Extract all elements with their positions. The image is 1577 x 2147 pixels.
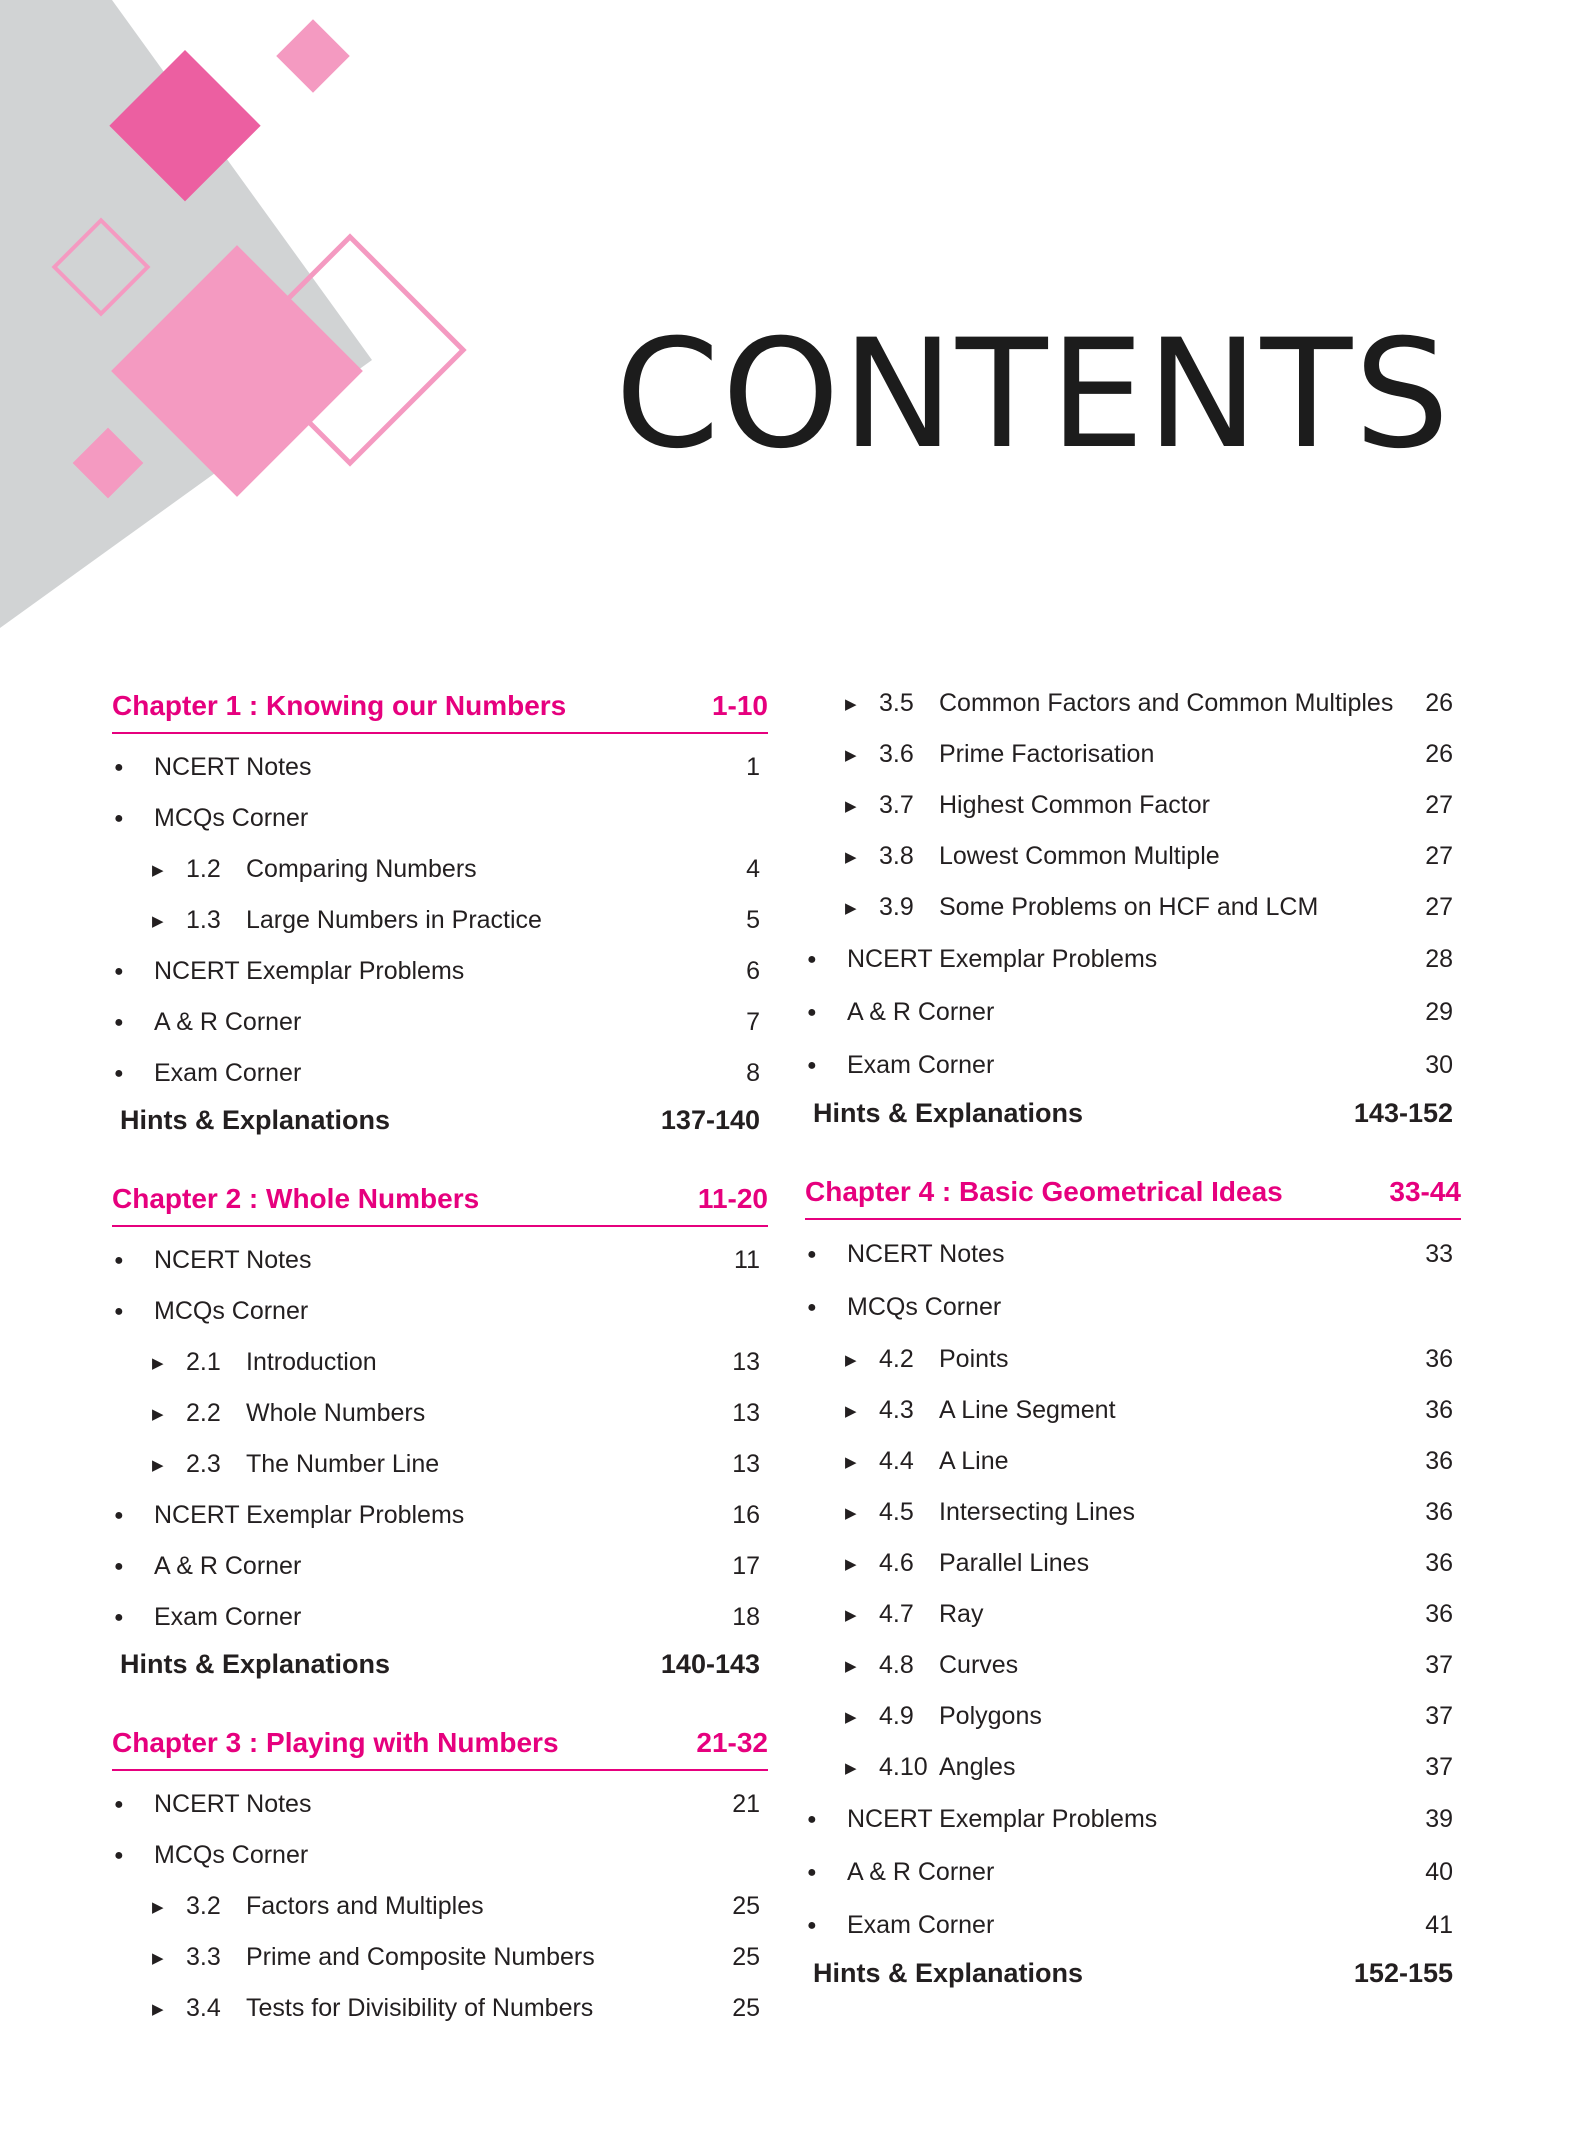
list-item[interactable] [805, 1793, 1461, 1846]
item-label: Common Factors and Common Multiples [939, 689, 1394, 717]
item-label: Exam Corner [154, 1059, 302, 1087]
section-number: 3.5 [879, 689, 914, 717]
chapter-heading[interactable] [112, 1725, 768, 1771]
section-number: 3.7 [879, 791, 914, 819]
triangle-right-icon [152, 2000, 186, 2018]
sub-item[interactable] [112, 1439, 768, 1490]
contents-left-column [112, 688, 768, 2052]
item-label: NCERT Notes [154, 1790, 312, 1818]
section-number: 2.2 [186, 1399, 221, 1427]
bullet-icon [805, 1057, 847, 1075]
item-page: 36 [1425, 1345, 1453, 1373]
item-label: MCQs Corner [154, 1841, 309, 1869]
triangle-right-icon [845, 695, 879, 713]
triangle-right-icon [845, 899, 879, 917]
item-label: A & R Corner [154, 1552, 302, 1580]
item-page: 40 [1425, 1858, 1453, 1886]
sub-item[interactable] [112, 1337, 768, 1388]
item-page: 26 [1425, 689, 1453, 717]
item-page: 27 [1425, 791, 1453, 819]
bullet-icon [112, 759, 154, 777]
section-number: 4.10 [879, 1753, 928, 1781]
item-page: 37 [1425, 1753, 1453, 1781]
section-number: 3.9 [879, 893, 914, 921]
triangle-right-icon [152, 1456, 186, 1474]
hints-label: Hints & Explanations [120, 1648, 391, 1679]
item-label: NCERT Exemplar Problems [847, 1805, 1158, 1833]
sub-item[interactable] [805, 1385, 1461, 1436]
item-label: NCERT Notes [154, 753, 312, 781]
item-page: 37 [1425, 1702, 1453, 1730]
item-page: 36 [1425, 1396, 1453, 1424]
bullet-icon [805, 1004, 847, 1022]
item-page: 5 [746, 906, 760, 934]
item-page: 30 [1425, 1051, 1453, 1079]
hints-row[interactable] [112, 1643, 768, 1685]
triangle-right-icon [845, 1453, 879, 1471]
bullet-icon [805, 1299, 847, 1317]
item-label: Parallel Lines [939, 1549, 1090, 1577]
item-page: 6 [746, 957, 760, 985]
list-item[interactable] [805, 1899, 1461, 1952]
list-item[interactable] [805, 1228, 1461, 1281]
item-label: Tests for Divisibility of Numbers [246, 1994, 594, 2022]
hints-label: Hints & Explanations [813, 1097, 1084, 1128]
chapter-pages: 33-44 [1389, 1176, 1461, 1207]
sub-item[interactable] [805, 831, 1461, 882]
item-page: 25 [732, 1943, 760, 1971]
chapter-heading[interactable] [805, 1174, 1461, 1220]
list-item[interactable] [112, 742, 768, 793]
chapter-2 [112, 1181, 768, 1685]
item-page: 36 [1425, 1549, 1453, 1577]
section-number: 4.9 [879, 1702, 914, 1730]
chapter-title: Chapter 4 : Basic Geometrical Ideas [805, 1176, 1283, 1207]
bullet-icon [805, 1246, 847, 1264]
triangle-right-icon [152, 1949, 186, 1967]
sub-item[interactable] [805, 780, 1461, 831]
list-item[interactable] [112, 1286, 768, 1337]
sub-item[interactable] [112, 844, 768, 895]
section-number: 4.6 [879, 1549, 914, 1577]
sub-item[interactable] [112, 1932, 768, 1983]
list-item[interactable] [112, 1830, 768, 1881]
sub-item[interactable] [112, 1881, 768, 1932]
item-page: 25 [732, 1994, 760, 2022]
item-label: The Number Line [246, 1450, 440, 1478]
item-label: NCERT Exemplar Problems [154, 957, 465, 985]
small-pink-square-top [276, 19, 350, 93]
hints-row[interactable] [805, 1092, 1461, 1134]
bullet-icon [112, 810, 154, 828]
hints-label: Hints & Explanations [813, 1957, 1084, 1988]
triangle-right-icon [152, 1898, 186, 1916]
list-item[interactable] [112, 1048, 768, 1099]
sub-item[interactable] [805, 729, 1461, 780]
bullet-icon [112, 1065, 154, 1083]
item-page: 41 [1425, 1911, 1453, 1939]
item-page: 36 [1425, 1447, 1453, 1475]
triangle-right-icon [845, 1402, 879, 1420]
bullet-icon [805, 951, 847, 969]
chapter-pages: 21-32 [696, 1727, 768, 1758]
item-page: 25 [732, 1892, 760, 1920]
sub-item[interactable] [805, 1538, 1461, 1589]
sub-item[interactable] [805, 1436, 1461, 1487]
chapter-3-continued [805, 678, 1461, 1134]
triangle-right-icon [845, 1657, 879, 1675]
section-number: 4.2 [879, 1345, 914, 1373]
section-number: 2.1 [186, 1348, 221, 1376]
item-label: NCERT Notes [847, 1240, 1005, 1268]
chapter-title: Chapter 1 : Knowing our Numbers [112, 690, 567, 721]
item-label: NCERT Notes [154, 1246, 312, 1274]
list-item[interactable] [805, 1281, 1461, 1334]
triangle-right-icon [845, 797, 879, 815]
list-item[interactable] [112, 997, 768, 1048]
triangle-right-icon [845, 1504, 879, 1522]
item-label: NCERT Exemplar Problems [847, 945, 1158, 973]
item-page: 27 [1425, 893, 1453, 921]
item-label: Angles [939, 1753, 1016, 1781]
section-number: 4.4 [879, 1447, 914, 1475]
item-label: NCERT Exemplar Problems [154, 1501, 465, 1529]
item-page: 36 [1425, 1498, 1453, 1526]
chapter-title: Chapter 3 : Playing with Numbers [112, 1727, 559, 1758]
item-page: 8 [746, 1059, 760, 1087]
triangle-right-icon [845, 746, 879, 764]
item-label: Exam Corner [847, 1051, 995, 1079]
chapter-pages: 1-10 [711, 690, 768, 721]
item-label: Some Problems on HCF and LCM [939, 893, 1319, 921]
item-label: Exam Corner [847, 1911, 995, 1939]
bullet-icon [112, 1558, 154, 1576]
page-title: CONTENTS [615, 308, 1452, 482]
section-number: 1.3 [186, 906, 221, 934]
hints-pages: 152-155 [1353, 1957, 1453, 1988]
item-label: Polygons [939, 1702, 1042, 1730]
sub-item[interactable] [805, 1589, 1461, 1640]
bullet-icon [805, 1917, 847, 1935]
item-page: 29 [1425, 998, 1453, 1026]
hints-pages: 140-143 [660, 1648, 760, 1679]
item-page: 13 [732, 1450, 760, 1478]
bullet-icon [112, 1507, 154, 1525]
item-page: 37 [1425, 1651, 1453, 1679]
item-page: 13 [732, 1399, 760, 1427]
hints-row[interactable] [112, 1099, 768, 1141]
chapter-heading[interactable] [112, 688, 768, 734]
chapter-4 [805, 1174, 1461, 1994]
chapter-pages: 11-20 [697, 1183, 768, 1214]
item-page: 27 [1425, 842, 1453, 870]
sub-item[interactable] [805, 882, 1461, 933]
bullet-icon [112, 1252, 154, 1270]
section-number: 3.8 [879, 842, 914, 870]
list-item[interactable] [112, 793, 768, 844]
sub-item[interactable] [112, 1388, 768, 1439]
item-page: 36 [1425, 1600, 1453, 1628]
bullet-icon [805, 1811, 847, 1829]
list-item[interactable] [805, 1039, 1461, 1092]
item-page: 4 [746, 855, 760, 883]
triangle-right-icon [845, 1555, 879, 1573]
list-item[interactable] [112, 1541, 768, 1592]
sub-item[interactable] [805, 1640, 1461, 1691]
hints-pages: 143-152 [1353, 1097, 1453, 1128]
sub-item[interactable] [805, 1691, 1461, 1742]
bullet-icon [112, 1014, 154, 1032]
section-number: 3.4 [186, 1994, 221, 2022]
triangle-right-icon [152, 1405, 186, 1423]
chapter-3 [112, 1725, 768, 2034]
triangle-right-icon [845, 1351, 879, 1369]
list-item[interactable] [112, 1490, 768, 1541]
triangle-right-icon [152, 912, 186, 930]
list-item[interactable] [805, 986, 1461, 1039]
item-page: 33 [1425, 1240, 1453, 1268]
item-page: 1 [746, 753, 760, 781]
section-number: 1.2 [186, 855, 221, 883]
section-number: 4.3 [879, 1396, 914, 1424]
section-number: 3.3 [186, 1943, 221, 1971]
item-label: Comparing Numbers [246, 855, 477, 883]
list-item[interactable] [112, 1592, 768, 1643]
sub-item[interactable] [805, 1487, 1461, 1538]
list-item[interactable] [805, 1846, 1461, 1899]
bullet-icon [112, 963, 154, 981]
sub-item[interactable] [112, 895, 768, 946]
list-item[interactable] [805, 933, 1461, 986]
item-page: 39 [1425, 1805, 1453, 1833]
item-page: 16 [732, 1501, 760, 1529]
item-page: 21 [732, 1790, 760, 1818]
bullet-icon [112, 1847, 154, 1865]
item-label: MCQs Corner [154, 1297, 309, 1325]
item-label: A & R Corner [847, 1858, 995, 1886]
item-label: Points [939, 1345, 1009, 1373]
item-label: Exam Corner [154, 1603, 302, 1631]
list-item[interactable] [112, 946, 768, 997]
section-number: 3.6 [879, 740, 914, 768]
triangle-right-icon [845, 1759, 879, 1777]
triangle-right-icon [845, 1708, 879, 1726]
item-label: Highest Common Factor [939, 791, 1210, 819]
item-label: A Line [939, 1447, 1009, 1475]
sub-item[interactable] [805, 1742, 1461, 1793]
triangle-right-icon [152, 1354, 186, 1372]
section-number: 2.3 [186, 1450, 221, 1478]
hints-row[interactable] [805, 1952, 1461, 1994]
item-label: Whole Numbers [246, 1399, 426, 1427]
bullet-icon [805, 1864, 847, 1882]
item-page: 28 [1425, 945, 1453, 973]
section-number: 4.8 [879, 1651, 914, 1679]
item-label: Lowest Common Multiple [939, 842, 1220, 870]
chapter-heading[interactable] [112, 1181, 768, 1227]
list-item[interactable] [112, 1235, 768, 1286]
item-page: 13 [732, 1348, 760, 1376]
list-item[interactable] [112, 1779, 768, 1830]
contents-right-column [805, 678, 1461, 2012]
item-label: A & R Corner [154, 1008, 302, 1036]
item-page: 18 [732, 1603, 760, 1631]
section-number: 4.7 [879, 1600, 914, 1628]
item-page: 7 [746, 1008, 760, 1036]
item-page: 11 [734, 1246, 760, 1274]
triangle-right-icon [845, 1606, 879, 1624]
hints-label: Hints & Explanations [120, 1104, 391, 1135]
item-label: Large Numbers in Practice [246, 906, 542, 934]
chapter-title: Chapter 2 : Whole Numbers [112, 1183, 480, 1214]
sub-item[interactable] [112, 1983, 768, 2034]
item-page: 17 [732, 1552, 760, 1580]
item-label: MCQs Corner [847, 1293, 1002, 1321]
item-label: A Line Segment [939, 1396, 1116, 1424]
triangle-right-icon [152, 861, 186, 879]
item-label: Prime Factorisation [939, 740, 1155, 768]
chapter-1 [112, 688, 768, 1141]
item-label: MCQs Corner [154, 804, 309, 832]
item-label: Ray [939, 1600, 984, 1628]
decorative-squares [0, 0, 520, 640]
bullet-icon [112, 1303, 154, 1321]
item-label: Introduction [246, 1348, 377, 1376]
section-number: 3.2 [186, 1892, 221, 1920]
item-label: Curves [939, 1651, 1019, 1679]
hints-pages: 137-140 [660, 1104, 760, 1135]
triangle-right-icon [845, 848, 879, 866]
item-label: Prime and Composite Numbers [246, 1943, 595, 1971]
item-label: A & R Corner [847, 998, 995, 1026]
section-number: 4.5 [879, 1498, 914, 1526]
sub-item[interactable] [805, 1334, 1461, 1385]
bullet-icon [112, 1609, 154, 1627]
item-label: Factors and Multiples [246, 1892, 484, 1920]
bullet-icon [112, 1796, 154, 1814]
item-label: Intersecting Lines [939, 1498, 1135, 1526]
item-page: 26 [1425, 740, 1453, 768]
sub-item[interactable] [805, 678, 1461, 729]
